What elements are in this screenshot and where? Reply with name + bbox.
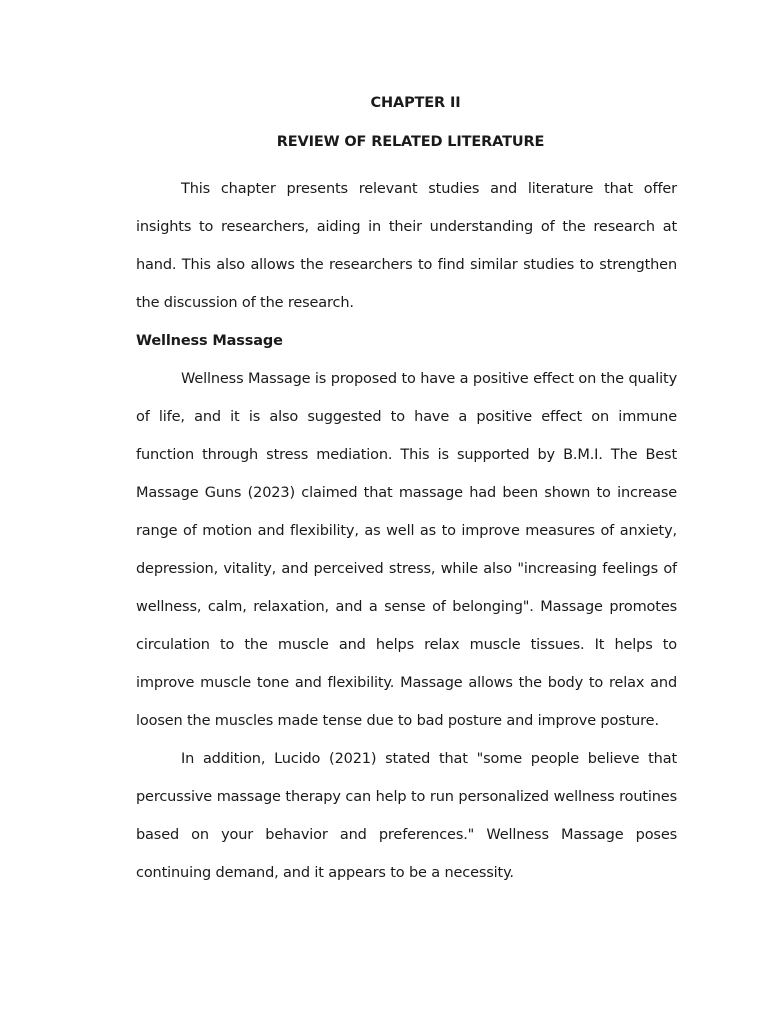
chapter-title: REVIEW OF RELATED LITERATURE [276, 134, 545, 150]
section-heading: Wellness Massage [136, 333, 283, 349]
chapter-label: CHAPTER II [370, 95, 461, 111]
document-body [136, 88, 677, 892]
section-paragraph-1: Wellness Massage is proposed to have a positive effect on the quality of life, and it is also suggested to have a positive effect on immune function through stress mediation. This is supported by B.M.I. The Best Massage Guns (2023) claimed that massage had been shown to increase range of motion and flexibility, as well as to improve measures of anxiety, depression, vitality, and perceived stress, while also "increasing feelings of wellness, calm, relaxation, and a sense of belonging". Massage promotes circulation to the muscle and helps relax muscle tissues. It helps to improve muscle tone and flexibility. Massage allows the body to relax and loosen the muscles made tense due to bad posture and improve posture. [136, 371, 677, 729]
section-paragraph-2: In addition, Lucido (2021) stated that "some people believe that percussive massage therapy can help to run personalized wellness routines based on your behavior and preferences." Wellness Massage poses continuing demand, and it appears to be a necessity. [136, 751, 677, 881]
intro-paragraph: This chapter presents relevant studies and literature that offer insights to researchers, aiding in their understanding of the research at hand. This also allows the researchers to find similar studies to strengthen the discussion of the research. [136, 181, 677, 311]
